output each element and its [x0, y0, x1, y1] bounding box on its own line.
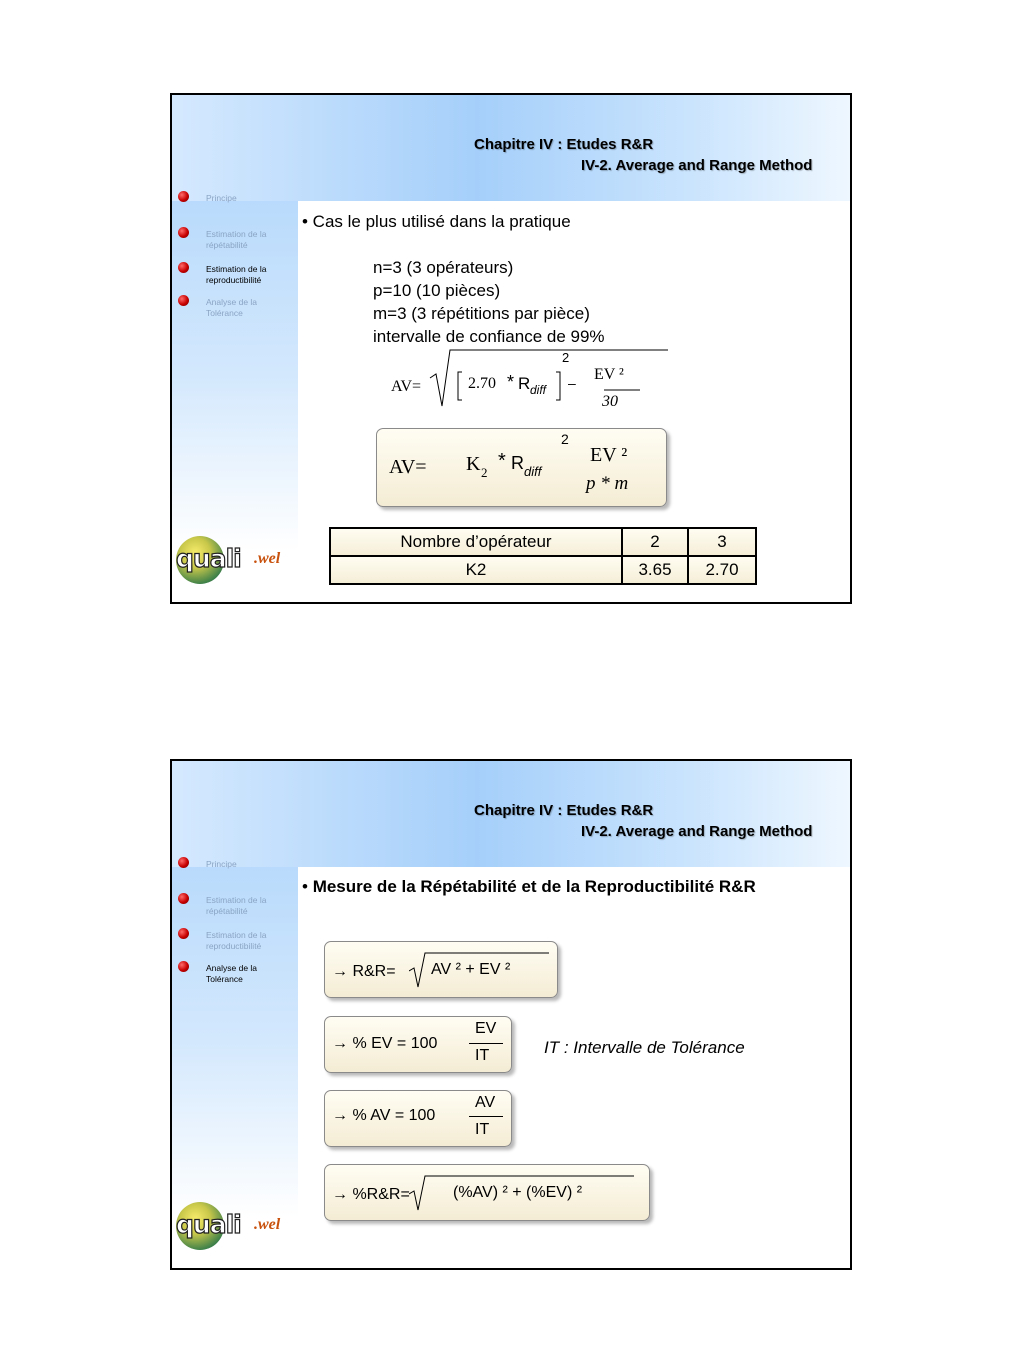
r-subscript: diff	[530, 383, 547, 397]
quali-web-logo	[176, 1200, 288, 1254]
k-symbol: K	[466, 453, 481, 475]
slide-2	[170, 759, 852, 1270]
bullet-text: • Cas le plus utilisé dans la pratique	[302, 212, 571, 231]
chapter-title: Chapitre IV : Etudes R&R	[474, 802, 654, 819]
logo-suffix: .wel	[254, 550, 281, 567]
logo-text: quali	[176, 544, 241, 573]
denominator: IT	[475, 1121, 490, 1138]
formula-lhs: AV=	[391, 378, 422, 395]
formula-av-box	[376, 428, 667, 507]
radicand: (%AV) ² + (%EV) ²	[453, 1184, 583, 1201]
bullet-text	[302, 877, 756, 897]
red-ball-icon	[178, 857, 189, 868]
table-row	[330, 556, 756, 584]
numerator: AV	[475, 1094, 496, 1111]
rr-formula-box	[324, 941, 558, 998]
numerator: EV ²	[594, 366, 624, 383]
red-ball-icon	[178, 893, 189, 904]
pct-ev-box	[324, 1016, 512, 1073]
table-cell: 2	[622, 528, 688, 556]
fraction-line	[469, 1043, 503, 1044]
multiply: *	[498, 450, 506, 472]
numerator: EV	[475, 1020, 497, 1037]
k2-table	[329, 527, 757, 585]
multiply: *	[507, 372, 515, 392]
red-ball-icon	[178, 928, 189, 939]
exponent: 2	[562, 350, 570, 365]
pct-av-box	[324, 1090, 512, 1147]
nav-label: Analyse de la Tolérance	[206, 297, 258, 318]
bullet-label: Mesure de la Répétabilité et de la Reproductibilité R&R	[312, 877, 756, 896]
r-subscript: diff	[524, 464, 542, 479]
r-symbol: R	[518, 374, 531, 393]
table-cell: K2	[330, 556, 622, 584]
slide-1	[170, 93, 852, 604]
section-title: IV-2. Average and Range Method	[581, 823, 813, 840]
red-ball-icon	[178, 262, 189, 273]
logo-text: quali	[176, 1210, 241, 1239]
param-ci: intervalle de confiance de 99%	[373, 327, 605, 346]
fraction-line	[469, 1116, 503, 1117]
tolerance-note: IT : Intervalle de Tolérance	[544, 1038, 745, 1057]
numerator: EV ²	[590, 444, 628, 466]
chapter-title: Chapitre IV : Etudes R&R	[474, 136, 654, 153]
section-title: IV-2. Average and Range Method	[581, 157, 813, 174]
table-cell: 3	[688, 528, 756, 556]
sqrt-sign-icon	[428, 348, 668, 410]
denominator: 30	[602, 393, 618, 410]
param-n: n=3 (3 opérateurs)	[373, 258, 514, 277]
nav-label: Estimation de la reproductibilité	[206, 264, 267, 285]
formula-lhs: → R&R=	[332, 963, 396, 980]
bullet-mark: •	[302, 877, 308, 896]
k-subscript: 2	[481, 465, 488, 480]
red-ball-icon	[178, 227, 189, 238]
denominator: IT	[475, 1047, 490, 1064]
exponent: 2	[561, 431, 569, 447]
formula-lhs: → % AV = 100	[332, 1107, 436, 1124]
red-ball-icon	[178, 295, 189, 306]
minus: –	[568, 375, 576, 391]
table-cell: 3.65	[622, 556, 688, 584]
formula-lhs: → %R&R=	[332, 1186, 410, 1203]
red-ball-icon	[178, 191, 189, 202]
param-m: m=3 (3 répétitions par pièce)	[373, 304, 590, 323]
nav-label: Estimation de la reproductibilité	[206, 930, 267, 951]
nav-label: Estimation de la répétabilité	[206, 229, 267, 250]
table-row	[330, 528, 756, 556]
table-cell: 2.70	[688, 556, 756, 584]
denominator: p * m	[586, 473, 629, 494]
pct-rr-box	[324, 1164, 650, 1221]
nav-label: Principe	[206, 193, 237, 203]
formula-lhs: → % EV = 100	[332, 1035, 438, 1052]
nav-label: Principe	[206, 859, 237, 869]
quali-web-logo	[176, 534, 288, 588]
nav-label: Analyse de la Tolérance	[206, 963, 258, 984]
r-symbol: R	[511, 453, 524, 473]
red-ball-icon	[178, 961, 189, 972]
logo-suffix: .wel	[254, 1216, 281, 1233]
nav-label: Estimation de la répétabilité	[206, 895, 267, 916]
radicand: AV ² + EV ²	[431, 961, 511, 978]
table-cell: Nombre d’opérateur	[330, 528, 622, 556]
param-p: p=10 (10 pièces)	[373, 281, 501, 300]
formula-lhs: AV=	[389, 456, 427, 478]
coef: 2.70	[468, 375, 496, 392]
